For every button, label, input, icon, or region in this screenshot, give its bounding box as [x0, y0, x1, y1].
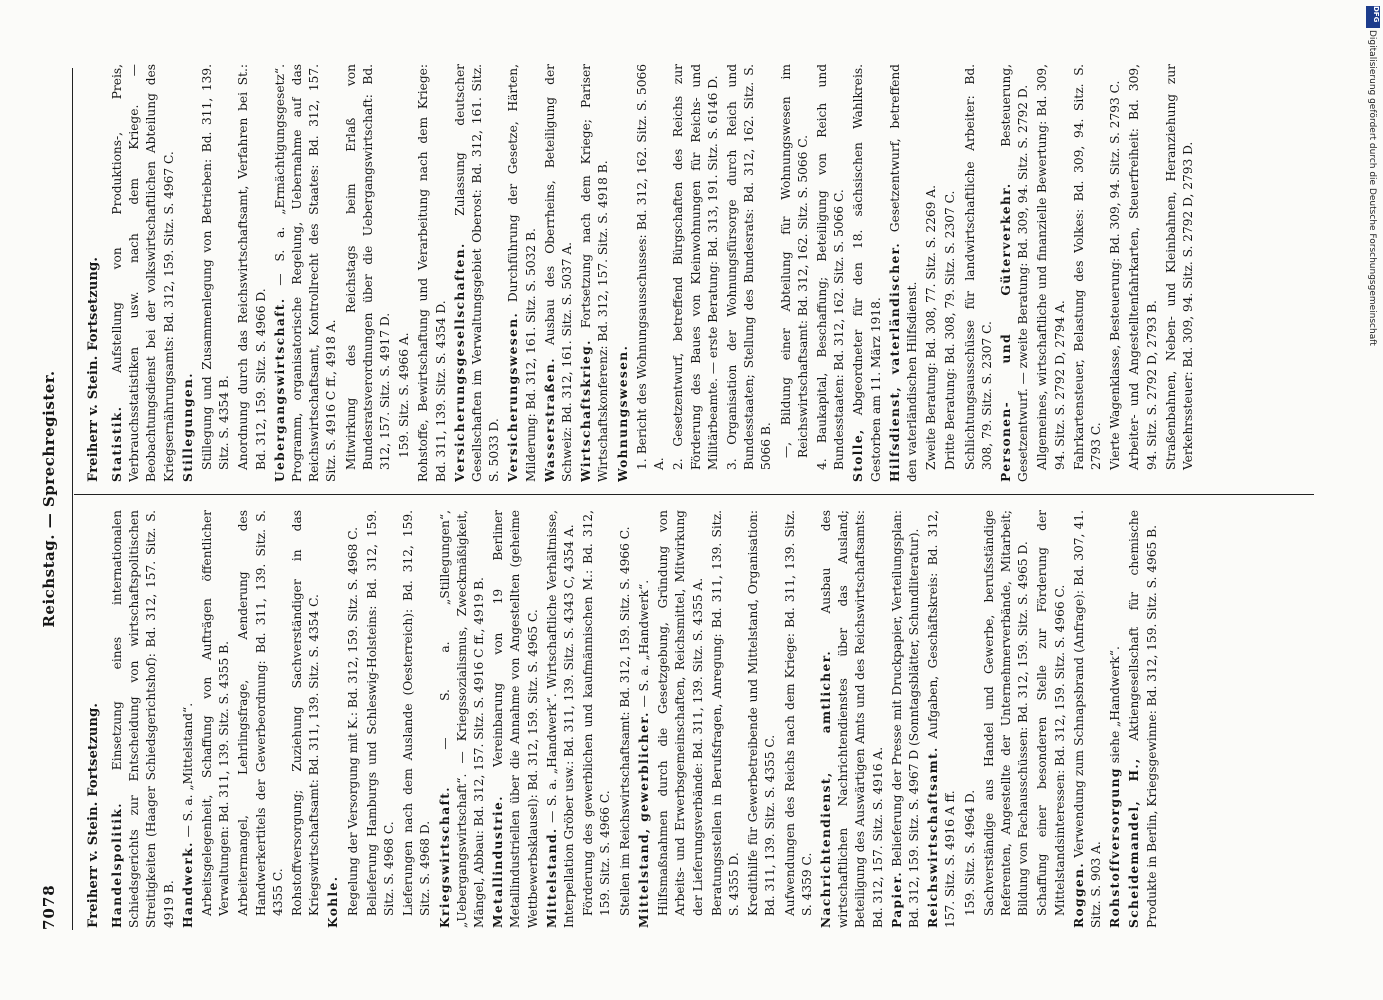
entry-text: Beratungsstellen in Berufsfragen, Anregung: Bd. 311, 139. Sitz. S. 4355 D. — [709, 510, 741, 916]
register-entry — [782, 510, 816, 928]
entry-text: Aktiengesellschaft für chemische Produkte in Berlin, Kriegsgewinne: Bd. 312, 159. Sitz. S. 4965 B. — [1127, 510, 1159, 928]
register-entry — [325, 510, 342, 928]
entry-keyword: Roggen. — [1071, 862, 1086, 928]
entry-text: Allgemeines, wirtschaftliche und finanzielle Bewertung: Bd. 309, 94. Sitz. S. 2792 D, 2794 A. — [1035, 64, 1067, 470]
register-entry — [617, 510, 634, 928]
entry-keyword: Reichswirtschaftsamt. — [926, 746, 941, 928]
register-entry — [272, 64, 341, 482]
register-entry — [615, 64, 632, 482]
entry-text: Stellen im Reichswirtschaftsamt: Bd. 312, 159. Sitz. S. 4966 C. — [617, 526, 632, 916]
register-entry — [709, 510, 743, 928]
entry-text: Belieferung der Presse mit Druckpapier, Verteilungsplan: Bd. 312, 159. Sitz. S. 4967 D (Sonntagsblätter, Schundliteratur). — [889, 510, 921, 928]
entry-text: Mitwirkung des Reichstags beim Erlaß von Bundesratsverordnungen über die Uebergangswirtschaft: Bd. 312, 157. Sitz. S. 4917 D. — [343, 64, 393, 470]
entry-text: Arbeiter- und Angestelltenfahrkarten, Steuerfreiheit: Bd. 309, 94. Sitz. S. 2792 D, 2793 B. — [1127, 64, 1159, 470]
register-entry — [670, 64, 722, 482]
register-entry — [1034, 510, 1068, 928]
register-entry — [998, 64, 1032, 482]
entry-keyword: Kohle. — [326, 875, 341, 928]
entry-text: Gesetzentwurf, betreffend den vaterländischen Hilfsdienst. — [887, 64, 919, 482]
entry-text: Ausbau des wirtschaftlichen Nachrichtendienstes über das Ausland; Beteiligung des Auswärtigen Amts und des Reichswirtschaftsamts: Bd. 312, 157. Sitz. S. 4916 A. — [818, 510, 885, 928]
entry-keyword: Wasserstraßen. — [542, 357, 557, 482]
entry-text: — S. a. „Stillegungen“, „Uebergangswirtschaft“. — Kriegssozialismus, Zweckmäßigkeit, Mängel, Abbau: Bd. 312, 157. Sitz. S. 4916 C ff., 4919 B. — [437, 510, 487, 928]
entry-keyword: Mittelstand, gewerblicher. — [636, 711, 651, 928]
register-entry — [364, 510, 398, 928]
right-column — [86, 64, 1316, 482]
register-entry — [505, 64, 539, 482]
entry-text: Arbeitermangel, Lehrlingsfrage, Aenderung des Handwerkertitels der Gewerbeordnung: Bd. 311, 139. Sitz. S. 4355 C. — [236, 510, 285, 916]
dfg-logo — [1366, 6, 1380, 28]
entry-text: Förderung des gewerblichen und kaufmännischen M.: Bd. 312, 159. Sitz. S. 4966 C. — [581, 510, 613, 916]
column-divider — [74, 494, 1314, 495]
entry-keyword: Versicherungsgesellschaften. — [452, 242, 467, 482]
register-entry — [544, 510, 578, 928]
right-entries — [109, 64, 1197, 482]
register-entry — [1071, 510, 1105, 928]
page-header — [40, 68, 70, 930]
register-entry — [345, 510, 362, 928]
entry-text: Ausbau des Oberrheins, Beteiligung der Schweiz: Bd. 312, 161. Sitz. S. 5037 A. — [542, 64, 575, 482]
digitization-note — [1365, 30, 1379, 980]
register-entry — [199, 64, 233, 482]
entry-text: 3. Organisation der Wohnungsfürsorge durch Reich und Bundesstaaten; Stellung des Bundesrats: Bd. 312, 162. Sitz. S. 5066 B. — [724, 64, 774, 470]
entry-keyword: Wohnungswesen. — [615, 344, 630, 482]
register-entry — [235, 510, 287, 928]
register-entry — [1107, 64, 1124, 482]
register-entry — [1126, 510, 1160, 928]
entry-text: Kredithilfe für Gewerbetreibende und Mittelstand, Organisation: Bd. 311, 139. Sitz. S. 4355 C. — [746, 510, 778, 916]
entry-text: 4. Baukapital, Beschaffung; Beteiligung von Reich und Bundesstaaten: Bd. 312, 162. Sitz. S. 5066 C. — [814, 64, 847, 470]
entry-keyword: Handwerk. — [180, 841, 195, 928]
register-entry — [889, 510, 923, 928]
left-column — [86, 510, 1316, 928]
register-entry — [724, 64, 776, 482]
entry-keyword: Statistik. — [110, 405, 124, 482]
entry-text: Rohstoffe, Bewirtschaftung und Verarbeitung nach dem Kriege: Bd. 311, 139. Sitz. S. 4354 D. — [416, 64, 448, 482]
entry-text: Vereinbarung von 19 Berliner Metallindustriellen über die Annahme von Angestellten (geheime Wettbewerbsklausel): Bd. 312, 159. Sitz. S. 4965 C. — [491, 510, 540, 928]
entry-keyword: Versicherungswesen. — [506, 311, 521, 482]
entry-text: Zulassung deutscher Gesellschaften im Verwaltungsgebiet Oberost: Bd. 312, 161. Sitz. S. 5033 D. — [452, 64, 502, 482]
page-title: Reichstag. — Sprechregister. — [40, 370, 58, 628]
register-entry — [343, 64, 395, 482]
left-entries — [109, 510, 1161, 928]
entry-text: siehe „Handwerk“. — [1108, 646, 1123, 768]
register-entry — [578, 64, 612, 482]
register-entry — [235, 64, 269, 482]
register-entry — [180, 510, 197, 928]
register-entry — [396, 64, 413, 482]
entry-text: Rohstoffversorgung; Zuziehung Sachverständiger in das Kriegswirtschaftsamt: Bd. 311, 139. Sitz. S. 4354 C. — [290, 510, 322, 916]
entry-keyword: Rohstoffversorgung — [1108, 767, 1123, 928]
entry-text: Vierte Wagenklasse, Besteuerung: Bd. 309, 94. Sitz. S. 2793 C. — [1108, 80, 1123, 470]
register-entry — [452, 64, 504, 482]
entry-text: — S. a. „Handwerk“. — [636, 579, 651, 712]
entry-keyword: Mittelstand. — [544, 827, 559, 928]
entry-text: Schaffung einer besonderen Stelle zur Förderung der Mittelstandsinteressen: Bd. 312, 159. Sitz. S. 4966 C. — [1035, 510, 1067, 916]
register-entry — [634, 64, 668, 482]
entry-text: 1. Bericht des Wohnungsausschusses: Bd. 312, 162. Sitz. S. 5066 A. — [634, 64, 667, 470]
entry-text: 159. Sitz. S. 4964 D. — [962, 789, 977, 916]
entry-text: Abgeordneter für den 18. sächsischen Wahlkreis. Gestorben am 11. März 1918. — [851, 64, 883, 482]
entry-text: Schlichtungsausschüsse für landwirtschaftliche Arbeiter: Bd. 308, 79. Sitz. S. 2307 C. — [962, 64, 994, 470]
digitization-note-text: Digitalisierung gefördert durch die Deutsche Forschungsgemeinschaft — [1367, 30, 1377, 346]
entry-text: Aufwendungen des Reichs nach dem Kriege: Bd. 311, 139. Sitz. S. 4359 C. — [782, 510, 814, 916]
entry-text: Belieferung Hamburgs und Schleswig-Holsteins: Bd. 312, 159. Sitz. S. 4968 C. — [364, 510, 397, 916]
entry-text: Einsetzung eines internationalen Schiedsgerichts zur Entscheidung von wirtschaftspolitischen Streitigkeiten (Haager Schiedsgerichtshof): Bd. 312, 157. Sitz. S. 4919 B. — [110, 510, 176, 928]
register-entry — [490, 510, 542, 928]
register-entry — [818, 510, 887, 928]
entry-keyword: Stolle, — [851, 428, 866, 482]
entry-keyword: Handelspolitik. — [110, 802, 124, 928]
register-entry — [923, 64, 940, 482]
register-entry — [109, 510, 178, 928]
register-entry — [400, 510, 434, 928]
register-entry — [942, 64, 959, 482]
entry-text: Arbeitsgelegenheit, Schaffung von Aufträgen öffentlicher Verwaltungen: Bd. 311, 139. Sitz. S. 4355 B. — [200, 510, 232, 916]
entry-text: Aufstellung von Produktions-, Preis, Verbrauchsstatistiken usw. nach dem Kriege. — Beobachtungsdienst bei der volkswirtschaftlichen Abteilung des Kriegsernährungsamts: Bd. 312, 159. Sitz. S. 4967 C. — [110, 64, 176, 482]
entry-text: Straßenbahnen, Neben- und Kleinbahnen, Heranziehung zur Verkehrssteuer: Bd. 309, 94. Sitz. S. 2792 D, 2793 D. — [1163, 64, 1195, 470]
page-number: 7078 — [40, 884, 58, 930]
right-column-heading: Freiherr v. Stein. Fortsetzung. — [86, 256, 101, 482]
entry-text: Lieferungen nach dem Auslande (Oesterreich): Bd. 312, 159. Sitz. S. 4968 D. — [401, 510, 433, 916]
dfg-logo-text: DFG — [1372, 6, 1380, 23]
entry-text: Hilfsmaßnahmen durch die Gesetzgebung, Gründung von Arbeits- und Erwerbsgemeinschaften, Reichsmittel, Mitwirkung der Lieferungsverbände: Bd. 311, 139. Sitz. S. 4355 A. — [656, 510, 705, 916]
register-entry — [925, 510, 959, 928]
register-entry — [542, 64, 576, 482]
entry-keyword: Personen- und Güterverkehr. — [998, 182, 1013, 482]
register-entry — [1034, 64, 1068, 482]
entry-text: Fahrkartensteuer, Belastung des Volkes: Bd. 309, 94. Sitz. S. 2793 C. — [1071, 64, 1103, 470]
register-entry — [745, 510, 779, 928]
entry-keyword: Nachrichtendienst, amtlicher. — [818, 649, 833, 928]
entry-text: 159. Sitz. S. 4966 A. — [397, 332, 412, 458]
entry-keyword: Hilfsdienst, vaterländischer. — [887, 242, 902, 482]
register-entry — [962, 64, 996, 482]
entry-text: Verwendung zum Schnapsbrand (Anfrage): Bd. 307, 41. Sitz. S. 903 A. — [1071, 510, 1103, 928]
register-entry — [778, 64, 812, 482]
register-entry — [180, 64, 197, 482]
entry-text: Zweite Beratung: Bd. 308, 77. Sitz. S. 2269 A. — [924, 185, 939, 470]
entry-keyword: Metallindustrie. — [491, 795, 506, 928]
entry-keyword: Scheidemandel, H., — [1127, 757, 1142, 928]
header-rule — [72, 68, 73, 930]
entry-text: Dritte Beratung: Bd. 308, 79. Sitz. S. 2307 C. — [943, 190, 958, 470]
entry-text: — S. a. „Mittelstand“. — [180, 702, 195, 842]
register-entry — [1126, 64, 1160, 482]
register-entry — [636, 510, 653, 928]
entry-text: — S. a. „Ermächtigungsgesetz“. Programm, organisatorische Regelung, Uebernahme auf das Reichswirtschaftsamt, Kontrollrecht des Staates: Bd. 312, 157. Sitz. S. 4916 C ff., 4918 A. — [272, 64, 339, 482]
entry-keyword: Kriegswirtschaft. — [437, 786, 452, 928]
entry-text: 2. Gesetzentwurf, betreffend Bürgschaften des Reichs zur Förderung des Baues von Kleinwohnungen für Reichs- und Militärbeamte. — erste Beratung: Bd. 313, 191. Sitz. S. 6146 D. — [671, 64, 720, 470]
register-entry — [887, 64, 921, 482]
register-entry — [962, 510, 979, 928]
register-entry — [655, 510, 707, 928]
entry-text: Stillegung und Zusammenlegung von Betrieben: Bd. 311, 139. Sitz. S. 4354 B. — [200, 64, 232, 470]
entry-text: Besteuerung, Gesetzentwurf. — zweite Beratung: Bd. 309, 94. Sitz. S. 2792 D. — [998, 64, 1031, 482]
register-entry — [437, 510, 489, 928]
entry-text: Sachverständige aus Handel und Gewerbe, berufsständige Referenten, Angestellte der Unternehmerverbände, Mitarbeit; Bildung von Fachausschüssen: Bd. 312, 159. Sitz. S. 4965 D. — [981, 510, 1031, 916]
register-entry — [199, 510, 233, 928]
register-entry — [1071, 64, 1105, 482]
entry-keyword: Papier. — [889, 871, 904, 928]
register-entry — [981, 510, 1033, 928]
register-entry — [289, 510, 323, 928]
register-entry — [415, 64, 449, 482]
entry-text: — S. a. „Handwerk“. Wirtschaftliche Verhältnisse, Interpellation Gröber usw.: Bd. 311, 139. Sitz. S. 4343 C, 4354 A. — [544, 510, 577, 928]
register-entry — [1163, 64, 1197, 482]
register-entry — [814, 64, 848, 482]
left-column-heading: Freiherr v. Stein. Fortsetzung. — [86, 702, 101, 928]
entry-text: Anordnung durch das Reichswirtschaftsamt, Verfahren bei St.: Bd. 312, 159. Sitz. S. 4966 D. — [236, 64, 268, 470]
entry-text: Fortsetzung nach dem Kriege; Pariser Wirtschaftskonferenz: Bd. 312, 157. Sitz. S. 4918 B. — [579, 64, 611, 482]
entry-keyword: Uebergangswirtschaft. — [272, 297, 287, 482]
entry-keyword: Wirtschaftskrieg. — [579, 339, 594, 482]
register-entry — [1107, 510, 1124, 928]
entry-text: Aufgaben, Geschäftskreis: Bd. 312, 157. Sitz. S. 4916 A ff. — [926, 510, 958, 928]
entry-text: Regelung der Versorgung mit K.: Bd. 312, 159. Sitz. S. 4968 C. — [345, 526, 360, 916]
register-entry — [580, 510, 614, 928]
register-entry — [109, 64, 178, 482]
entry-text: Durchführung der Gesetze, Härten, Milderung: Bd. 312, 161. Sitz. S. 5032 B. — [506, 64, 538, 482]
register-entry — [850, 64, 884, 482]
entry-keyword: Stillegungen. — [180, 372, 195, 482]
entry-text: —, Bildung einer Abteilung für Wohnungswesen im Reichswirtschaftsamt: Bd. 312, 162. Sitz. S. 5066 C. — [778, 64, 810, 458]
